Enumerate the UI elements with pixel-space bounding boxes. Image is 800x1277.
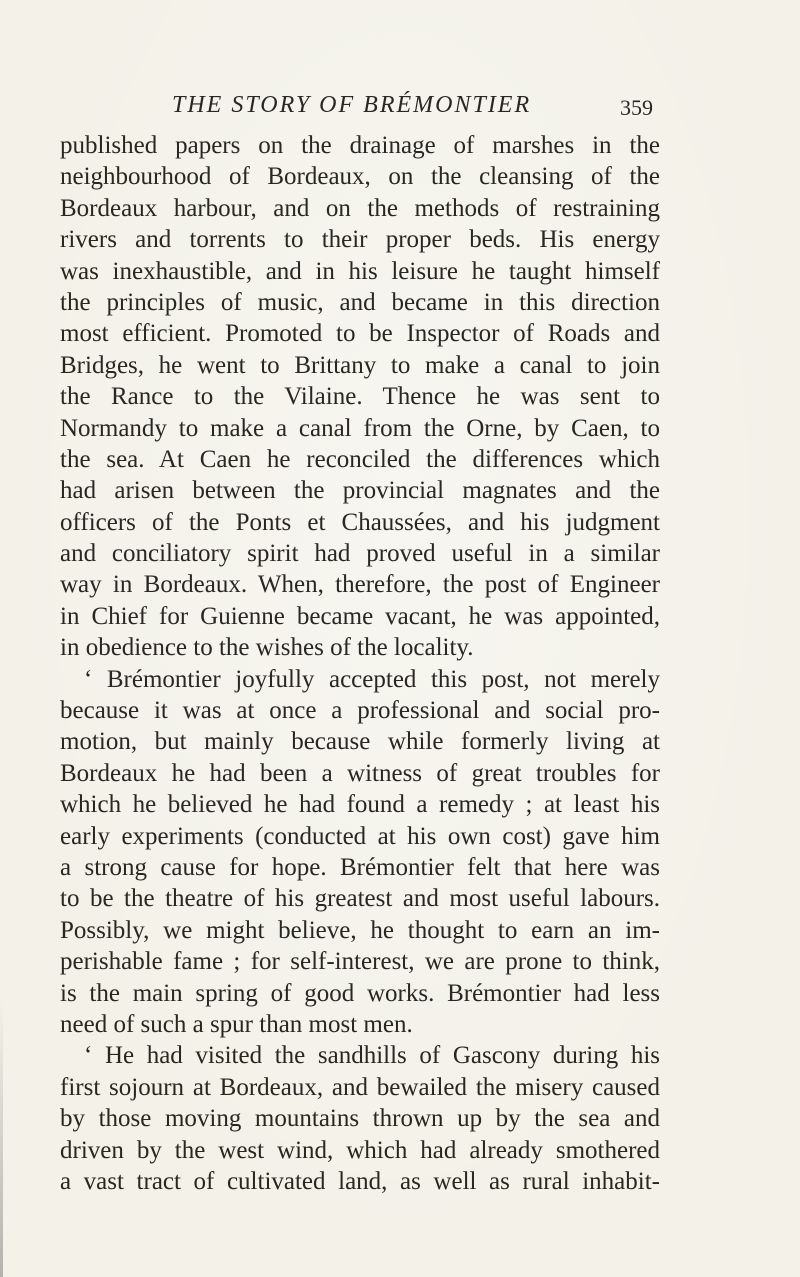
text-line: had arisen between the provincial magnates and the xyxy=(60,477,660,505)
body-text xyxy=(60,130,660,1197)
text-line: perishable fame ; for self-interest, we are prone to think, xyxy=(60,948,660,976)
text-line: Possibly, we might believe, he thought to earn an im- xyxy=(60,916,660,944)
text-line: which he believed he had found a remedy ; at least his xyxy=(60,791,660,819)
page-number: 359 xyxy=(620,95,653,120)
text-line: most efficient. Promoted to be Inspector of Roads and xyxy=(60,320,660,348)
running-title: THE STORY OF BRÉMONTIER xyxy=(172,92,532,118)
text-line: way in Bordeaux. When, therefore, the post of Engineer xyxy=(60,571,660,599)
text-line: neighbourhood of Bordeaux, on the cleansing of the xyxy=(60,163,660,191)
text-line: because it was at once a professional and social pro- xyxy=(60,697,660,725)
paragraph-end-line: in obedience to the wishes of the locality. xyxy=(60,634,474,662)
text-line: a strong cause for hope. Brémontier felt that here was xyxy=(60,853,660,881)
text-line: a vast tract of cultivated land, as well as rural inhabit- xyxy=(60,1167,660,1195)
text-line: early experiments (conducted at his own cost) gave him xyxy=(60,822,660,850)
text-line: Normandy to make a canal from the Orne, by Caen, to xyxy=(60,414,660,442)
text-line: the Rance to the Vilaine. Thence he was sent to xyxy=(60,383,660,411)
text-line: was inexhaustible, and in his leisure he taught himself xyxy=(60,257,660,285)
text-line: first sojourn at Bordeaux, and bewailed the misery caused xyxy=(60,1073,660,1101)
paragraph-end-line: need of such a spur than most men. xyxy=(60,1010,413,1038)
text-line: motion, but mainly because while formerly living at xyxy=(60,728,660,756)
page-edge-shadow xyxy=(0,1000,3,1277)
text-line: in Chief for Guienne became vacant, he was appointed, xyxy=(60,602,660,630)
text-line: Bordeaux harbour, and on the methods of restraining xyxy=(60,194,660,222)
text-line: the sea. At Caen he reconciled the differences which xyxy=(60,445,660,473)
text-line: published papers on the drainage of marshes in the xyxy=(60,132,660,159)
text-line: Bordeaux he had been a witness of great troubles for xyxy=(60,759,660,787)
text-line: Bridges, he went to Brittany to make a canal to join xyxy=(60,351,660,379)
paragraph-start-line: ‘ Brémontier joyfully accepted this post, not merely xyxy=(84,665,660,693)
text-line: is the main spring of good works. Brémontier had less xyxy=(60,979,660,1007)
paragraph-start-line: ‘ He had visited the sandhills of Gascony during his xyxy=(84,1042,660,1070)
text-line: the principles of music, and became in this direction xyxy=(60,288,660,316)
text-line: by those moving mountains thrown up by the sea and xyxy=(60,1105,660,1133)
text-line: to be the theatre of his greatest and most useful labours. xyxy=(60,885,660,913)
text-line: officers of the Ponts et Chaussées, and his judgment xyxy=(60,508,660,536)
text-line: and conciliatory spirit had proved useful in a similar xyxy=(60,540,660,568)
text-line: rivers and torrents to their proper beds. His energy xyxy=(60,226,660,254)
text-line: driven by the west wind, which had already smothered xyxy=(60,1136,660,1164)
